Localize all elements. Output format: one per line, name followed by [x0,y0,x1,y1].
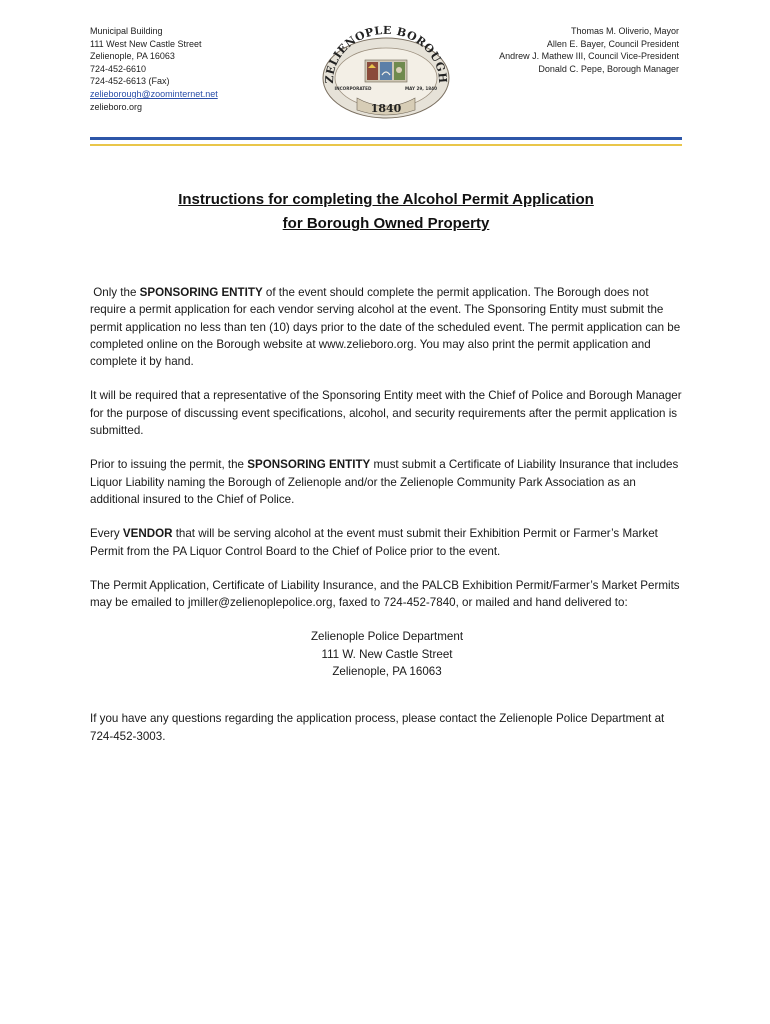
header-rule-gold [90,144,682,146]
email-link[interactable]: zelieborough@zoominternet.net [90,88,218,99]
paragraph-vendor [90,525,684,560]
p3-text-c: must submit a Certificate of Liability Insurance that includes Liquor Liability naming the Borough of Zelienople and/or the Zelienople Community Park Association as an additional insured to the Chief of Police. [90,458,679,506]
fax-number: 724-452-6613 (Fax) [90,76,170,87]
letterhead-contact [90,25,218,113]
seal-name: ZELIENOPLE BOROUGH [322,23,450,84]
address-line-2: 111 W. New Castle Street [321,647,453,661]
seal-date: MAY 29, 1840 [404,86,438,91]
paragraph-meeting: It will be required that a representative of the Sponsoring Entity meet with the Chief of Police and Borough Manager for the purpose of discussing event specifications, alcohol, and security requirements after the permit application is submitted. [90,389,682,438]
paragraph-sponsoring-entity [90,284,684,370]
mayor-name: Thomas M. Oliverio, Mayor [570,26,679,36]
p3-text-a: Prior to issuing the permit, the [90,458,248,472]
title-line-1: Instructions for completing the Alcohol Permit Application [178,191,594,208]
p3-emphasis: SPONSORING ENTITY [247,458,371,472]
building-name: Municipal Building [90,26,163,36]
title-line-2: for Borough Owned Property [282,215,490,232]
website-text: zelieboro.org [90,101,143,112]
address-line-3: Zelienople, PA 16063 [332,665,442,679]
mailing-address [90,628,684,680]
page-title [90,188,682,236]
p1-text-c: of the event should complete the permit application. The Borough does not require a permit application for each vendor serving alcohol at the event. The Sponsoring Entity must submit the permit application no less than ten (10) days prior to the date of the scheduled event. The permit application can be completed online on the Borough website at www.zelieboro.org. You may also print the permit application and complete it by hand. [90,286,681,369]
p4-emphasis: VENDOR [122,527,173,541]
street-address: 111 West New Castle Street [90,38,202,49]
paragraph-insurance [90,456,684,508]
p4-text-c: that will be serving alcohol at the event must submit their Exhibition Permit or Farmer’s Market Permit from the PA Liquor Control Board to the Chief of Police prior to the event. [90,527,658,558]
paragraph-submission: The Permit Application, Certificate of Liability Insurance, and the PALCB Exhibition Permit/Farmer’s Market Permits may be emailed to jmiller@zelienoplepolice.org, faxed to 724-452-7840, or mailed and hand delivered to: [90,578,680,610]
p4-text-a: Every [90,527,123,541]
header-rule-blue [90,137,682,140]
council-president: Allen E. Bayer, Council President [546,38,679,49]
p1-text-a: Only the [93,286,140,299]
council-vice-president: Andrew J. Mathew III, Council Vice-President [499,51,679,62]
instructions-body [90,284,684,762]
address-line-1: Zelienople Police Department [310,630,464,644]
borough-manager: Donald C. Pepe, Borough Manager [538,63,679,74]
seal-incorporated: INCORPORATED [334,86,372,91]
officials-list [499,25,679,75]
phone-number: 724-452-6610 [90,63,147,74]
p1-emphasis: SPONSORING ENTITY [139,286,263,299]
borough-seal [315,20,457,120]
seal-year: 1840 [370,102,402,115]
paragraph-questions: If you have any questions regarding the application process, please contact the Zelienople Police Department at 724-452-3003. [90,712,665,743]
city-address: Zelienople, PA 16063 [90,51,175,62]
